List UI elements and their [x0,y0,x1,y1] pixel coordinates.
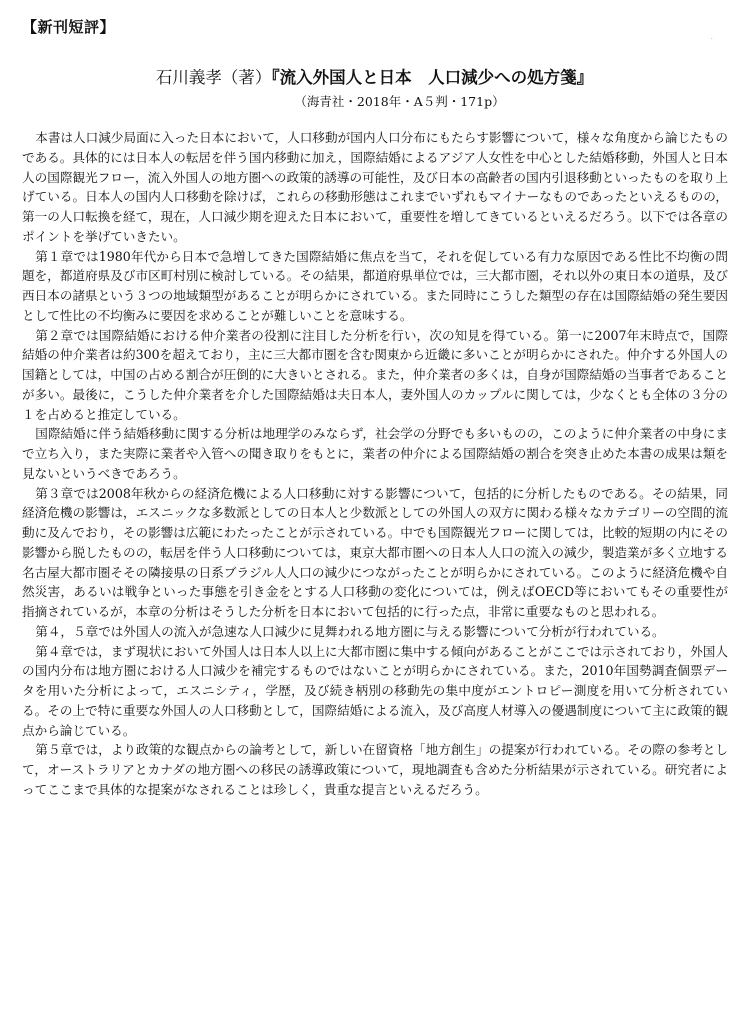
paragraph-chapter-2: 第２章では国際結婚における仲介業者の役割に注目した分析を行い，次の知見を得ている。第一に2007年末時点で，国際結婚の仲介業者は約300を超えており，主に三大都市圏を含む関東から近畿に多いことが明らかにされた。仲介する外国人の国籍としては，中国の占める割合が圧倒的に大きいとされる。また，仲介業者の多くは，自身が国際結婚の当事者であることが多い。最後に，こうした仲介業者を介した国際結婚は夫日本人，妻外国人のカップルに関しては，少なくとも全体の３分の１を占めると推定している。 [22,327,728,422]
book-title: 『流入外国人と日本 人口減少への処方箋』 [271,68,594,87]
corner-mark: . [710,32,713,41]
paragraph-intro: 本書は人口減少局面に入った日本において，人口移動が国内人口分布にもたらす影響について，様々な角度から論じたものである。具体的には日本人の転居を伴う国内移動に加え，国際結婚によるアジア人女性を中心とした結婚移動，外国人と日本人の国際観光フロー，流入外国人の地方圏への政策的誘導の可能性，及び日本の高齢者の国内引退移動といったものを取り上げている。日本人の国内人口移動を除けば，これらの移動形態はこれまでいずれもマイナーなものであったといえるものの，第一の人口転換を経て，現在，人口減少期を迎えた日本において，重要性を増してきているといえるだろう。以下では各章のポイントを挙げていきたい。 [22,130,728,244]
publication-info: （海青社・2018年・A５判・171p） [294,94,505,109]
paragraph-chapter-2-assessment: 国際結婚に伴う結婚移動に関する分析は地理学のみならず，社会学の分野でも多いものの，このように仲介業者の中身にまで立ち入り，また実際に業者や入管への聞き取りをもとに，業者の仲介による国際結婚の割合を突き止めた本書の成果は類を見ないというべきであろう。 [22,426,728,481]
book-header [0,64,749,110]
paragraph-chapter-4: 第４章では，まず現状において外国人は日本人以上に大都市圏に集中する傾向があることがここでは示されており，外国人の国内分布は地方圏における人口減少を補完するものではないことが明らかにされている。また，2010年国勢調査個票データを用いた分析によって，エスニシティ，学歴，及び続き柄別の移動先の集中度がエントロピー測度を用いて分析されている。その上で特に重要な外国人の人口移動として，国際結婚による流入，及び高度人材導入の優遇制度について主に政策的観点から論じている。 [22,643,729,738]
paragraph-chapter-5: 第５章では，より政策的な観点からの論考として，新しい在留資格「地方創生」の提案が行われている。その際の参考として，オーストラリアとカナダの地方圏への移民の誘導政策について，現地調査も含めた分析結果が示されている。研究者によってここまで具体的な提案がなされることは珍しく，貴重な提言といえるだろう。 [22,742,728,797]
review-body [22,128,728,800]
paragraph-chapters-4-5: 第４，５章では外国人の流入が急速な人口減少に見舞われる地方圏に与える影響について分析が行われている。 [35,623,665,639]
book-author: 石川義孝（著） [155,68,272,87]
paragraph-chapter-1: 第１章では1980年代から日本で急増してきた国際結婚に焦点を当て，それを促している有力な原因である性比不均衡の問題を，都道府県及び市区町村別に検討している。その結果，都道府県単位では，三大都市圏，それ以外の東日本の道県，及び西日本の諸県という３つの地域類型があることが明らかにされている。また同時にこうした類型の存在は国際結婚の発生要因として性比の不均衡みに要因を求めることが難しいことを意味する。 [22,248,728,323]
book-title-line [0,64,749,88]
paragraph-chapter-3: 第３章では2008年秋からの経済危機による人口移動に対する影響について，包括的に分析したものである。その結果，同経済危機の影響は，エスニックな多数派としての日本人と少数派としての外国人の双方に関わる様々なカテゴリーの空間的流動に及んでおり，その影響は広範にわたったことが示されている。中でも国際観光フローに関しては，比較的短期の内にその影響から脱したものの，転居を伴う人口移動については，東京大都市圏への日本人人口の流入の減少，製造業が多く立地する名古屋大都市圏そその隣接県の日系ブラジル人人口の減少につながったことが明らかにされている。このように経済危機や自然災害，あるいは戦争といった事態を引き金をとする人口移動の変化については，例えばOECD等においてもその重要性が指摘されているが，本章の分析はそうした分析を日本において包括的に行った点，非常に重要なものと思われる。 [22,485,728,619]
section-label: 【新刊短評】 [22,18,116,36]
